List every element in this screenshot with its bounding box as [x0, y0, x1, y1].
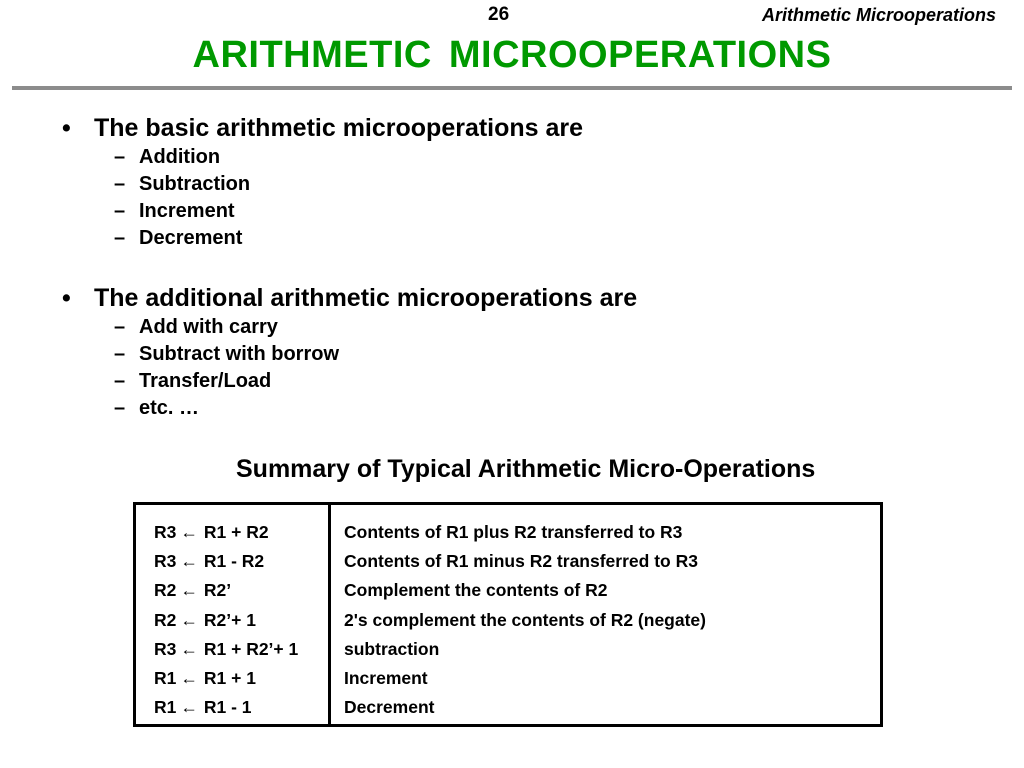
dest-register: R3 [154, 638, 177, 659]
sub-list-item [114, 200, 583, 227]
description-cell: Contents of R1 minus R2 transferred to R3 [344, 551, 698, 572]
operation-expr: R2’ [203, 580, 232, 601]
dash-icon: – [114, 146, 126, 168]
bullet-text: The basic arithmetic microoperations are [94, 114, 584, 142]
operation-cell [154, 518, 328, 547]
description-cell: 2's complement the contents of R2 (negate) [344, 609, 706, 630]
dest-register: R1 [154, 697, 177, 718]
operation-expr: R2’+ 1 [203, 609, 256, 630]
sub-list-item [114, 370, 637, 397]
sub-list-item [114, 173, 583, 200]
operation-expr: R1 - R2 [203, 551, 265, 572]
title-divider [12, 86, 1012, 90]
left-arrow-icon: ← [180, 697, 198, 718]
sub-item-text: Subtract with borrow [139, 343, 339, 365]
sub-item-text: etc. … [139, 397, 200, 419]
operation-cell [154, 606, 328, 635]
description-cell: Contents of R1 plus R2 transferred to R3 [344, 522, 683, 542]
left-arrow-icon: ← [180, 580, 198, 601]
dest-register: R3 [154, 522, 177, 542]
bullet-item [62, 284, 637, 316]
operation-cell [154, 547, 328, 576]
left-arrow-icon: ← [180, 609, 198, 630]
description-cell: Increment [344, 667, 428, 688]
dash-icon: – [114, 173, 126, 195]
sub-item-text: Add with carry [139, 316, 278, 338]
description-column [331, 505, 706, 724]
bullet-group-basic [62, 114, 583, 254]
sub-list [62, 146, 583, 254]
operation-cell [154, 576, 328, 605]
dash-icon: – [114, 227, 126, 249]
operation-expr: R1 + R2’+ 1 [203, 638, 299, 659]
dest-register: R1 [154, 667, 177, 688]
operation-cell [154, 635, 328, 664]
sub-list-item [114, 343, 637, 370]
bullet-text: The additional arithmetic microoperations are [94, 284, 638, 312]
dash-icon: – [114, 316, 126, 338]
sub-item-text: Increment [139, 200, 235, 222]
dest-register: R2 [154, 580, 177, 601]
operation-expr: R1 + 1 [203, 667, 256, 688]
page-number: 26 [488, 4, 510, 25]
operation-expr: R1 - 1 [203, 697, 252, 718]
left-arrow-icon: ← [180, 638, 198, 659]
sub-list-item [114, 146, 583, 173]
dash-icon: – [114, 200, 126, 222]
left-arrow-icon: ← [180, 667, 198, 688]
sub-list-item [114, 397, 637, 424]
slide-title: ARITHMETIC MICROOPERATIONS [192, 34, 832, 76]
operation-column [136, 505, 331, 724]
left-arrow-icon: ← [180, 551, 198, 572]
dest-register: R3 [154, 551, 177, 572]
bullet-dot-icon: • [62, 114, 71, 142]
operation-cell [154, 664, 328, 693]
bullet-dot-icon: • [62, 284, 71, 312]
bullet-group-additional [62, 284, 637, 424]
description-cell: subtraction [344, 638, 440, 659]
left-arrow-icon: ← [180, 522, 198, 542]
sub-list [62, 316, 637, 424]
sub-item-text: Addition [139, 146, 221, 168]
sub-item-text: Decrement [139, 227, 243, 249]
dest-register: R2 [154, 609, 177, 630]
sub-list-item [114, 316, 637, 343]
dash-icon: – [114, 370, 126, 392]
bullet-item [62, 114, 583, 146]
summary-title: Summary of Typical Arithmetic Micro-Operations [236, 455, 816, 483]
sub-list-item [114, 227, 583, 254]
dash-icon: – [114, 397, 126, 419]
operation-expr: R1 + R2 [203, 522, 269, 542]
summary-table [133, 502, 883, 727]
operation-cell [154, 693, 328, 722]
description-cell: Complement the contents of R2 [344, 580, 608, 601]
sub-item-text: Transfer/Load [139, 370, 272, 392]
sub-item-text: Subtraction [139, 173, 251, 195]
header-topic: Arithmetic Microoperations [761, 5, 996, 25]
description-cell: Decrement [344, 697, 435, 718]
dash-icon: – [114, 343, 126, 365]
